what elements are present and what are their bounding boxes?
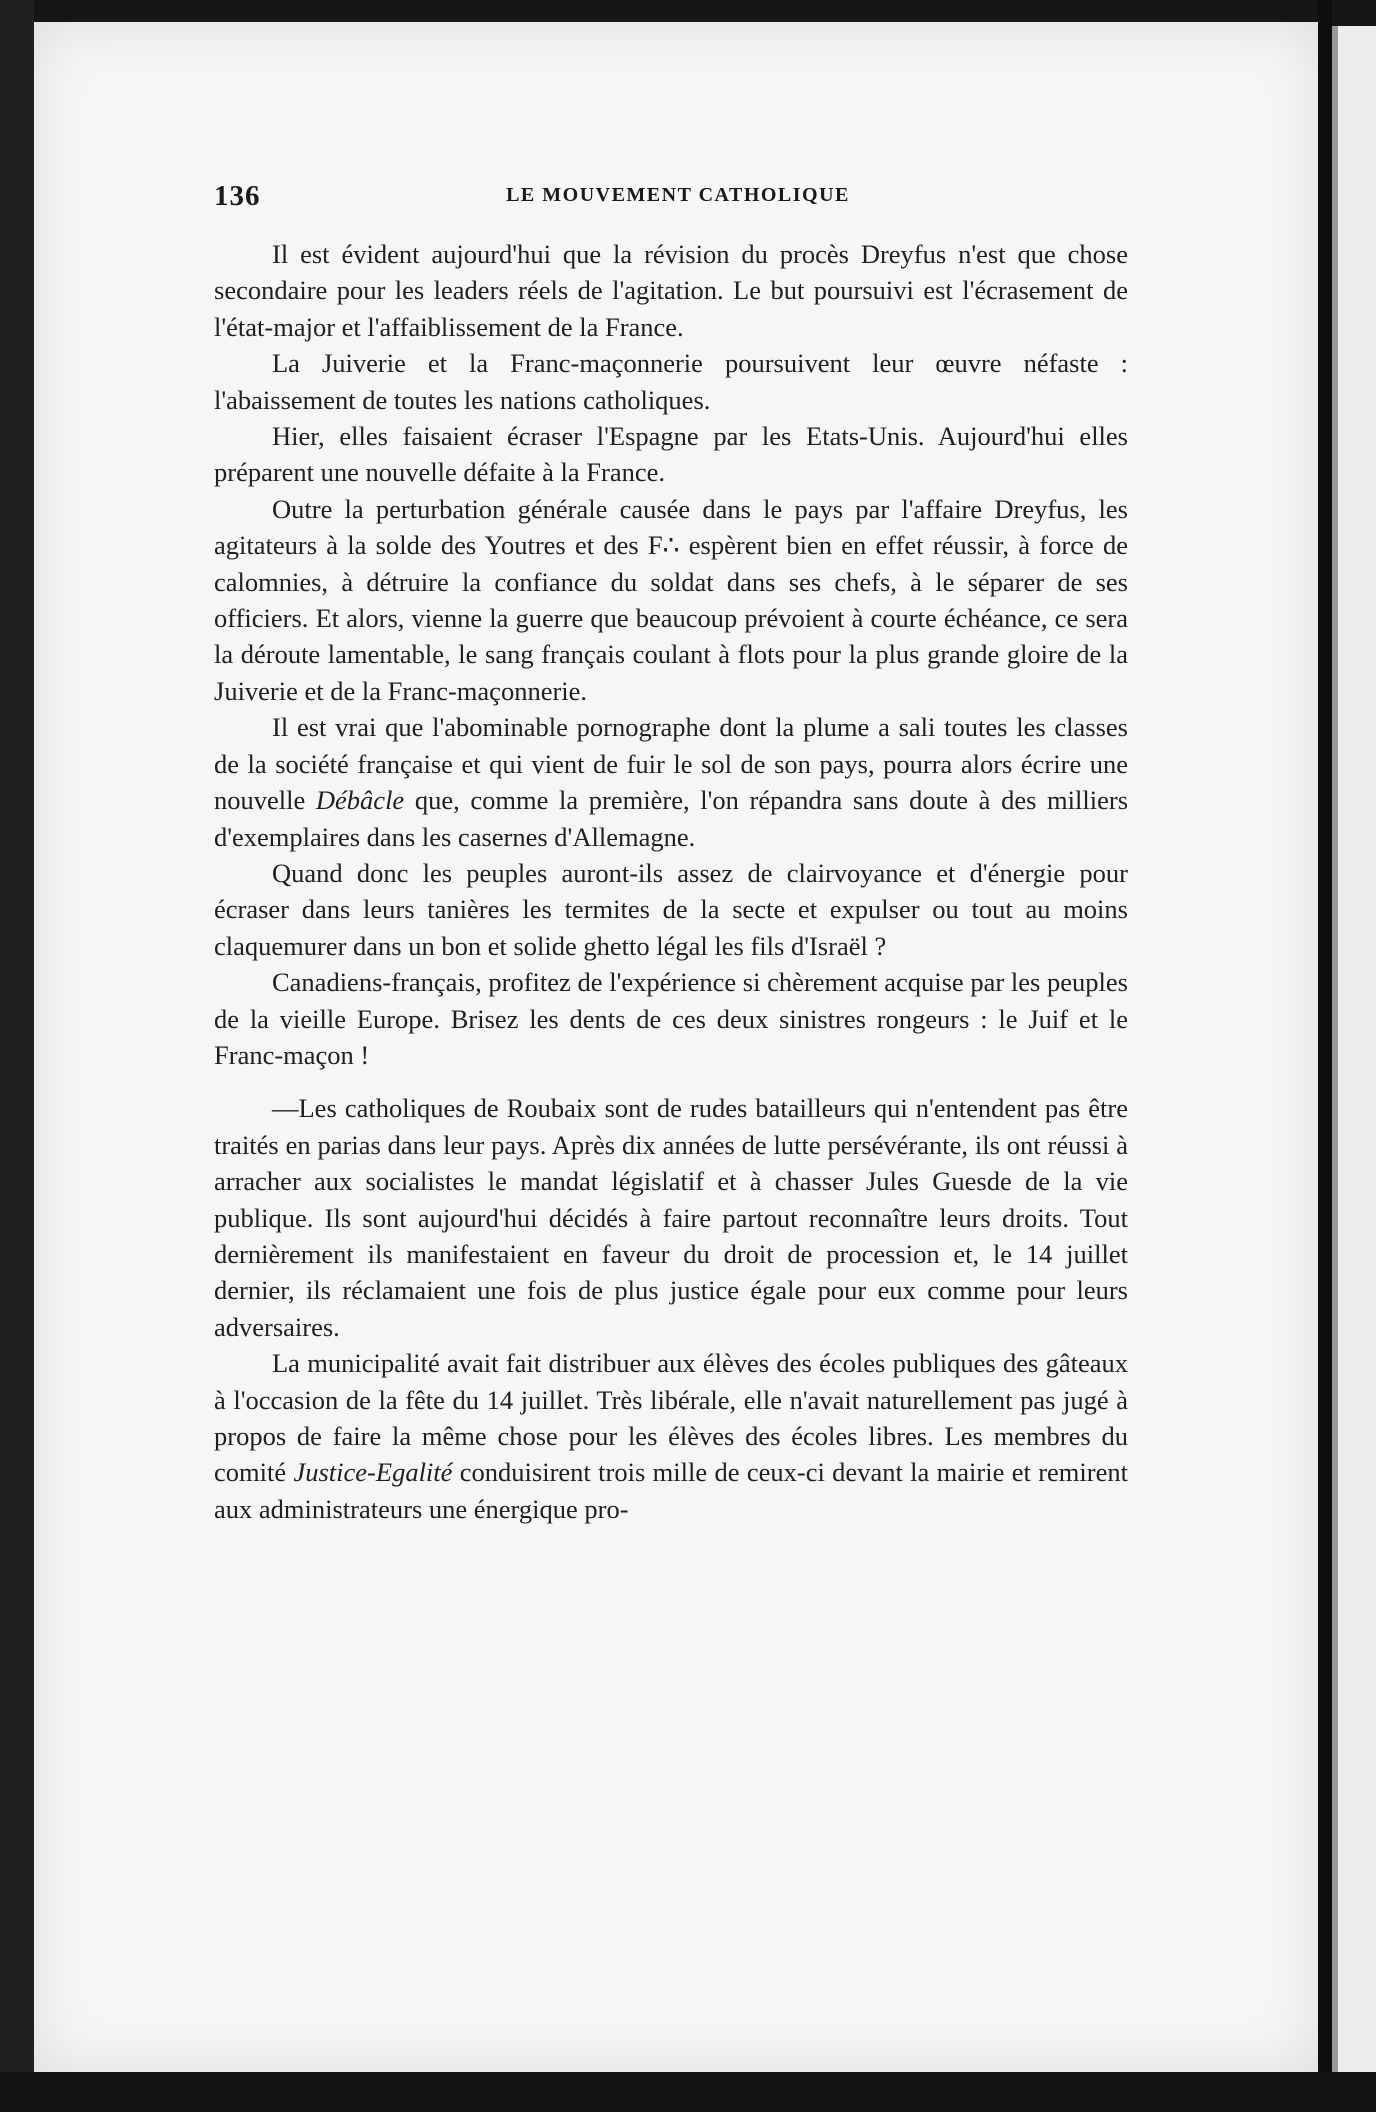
paragraph-text: —Les catholiques de Roubaix sont de rudes batailleurs qui n'entendent pas être traités en parias dans leur pays. Après dix années de lutte persévérante, ils ont réussi à arracher aux socialistes le mandat législatif et à chasser Jules Guesde de la vie publique. Ils sont aujourd'hui décidés à faire partout reconnaître leurs droits. Tout dernièrement ils manifestaient en faveur du droit de procession et, le 14 juillet dernier, ils réclamaient une fois de plus justice égale pour eux comme pour leurs adversaires. bbox=[214, 1093, 1128, 1342]
paragraph-text: que, comme la première, l'on répandra sans doute à des milliers d'exemplaires dans les casernes d'Allemagne. bbox=[214, 785, 1129, 852]
italic-title: Débâcle bbox=[315, 785, 405, 816]
paragraph-text: Hier, elles faisaient écraser l'Espagne par les Etats-Unis. Aujourd'hui elles préparent une nouvelle défaite à la France. bbox=[214, 421, 1128, 488]
paragraph bbox=[214, 1345, 1128, 1527]
paragraph-text: Il est évident aujourd'hui que la révision du procès Dreyfus n'est que chose secondaire pour les leaders réels de l'agitation. Le but poursuivi est l'écrasement de l'état-major et l'affaiblissement de la France. bbox=[214, 239, 1128, 342]
paragraph bbox=[214, 709, 1128, 855]
page-edge-shadow bbox=[1318, 0, 1332, 2080]
paragraph bbox=[214, 418, 1128, 491]
running-head bbox=[214, 178, 1142, 218]
italic-title: Justice-Egalité bbox=[293, 1457, 453, 1488]
next-page-edge bbox=[1332, 26, 1376, 2082]
paragraph-text: La Juiverie et la Franc-maçonnerie poursuivent leur œuvre néfaste : l'abaissement de toutes les nations catholiques. bbox=[214, 348, 1128, 415]
paragraph bbox=[214, 236, 1128, 345]
paragraph-text: La municipalité avait fait distribuer aux élèves des écoles publiques des gâteaux à l'occasion de la fête du 14 juillet. Très libérale, elle n'avait naturellement pas jugé à propos de faire la même chose pour les élèves des écoles libres. Les membres du comité bbox=[214, 1348, 1128, 1488]
next-page-edge-shadow bbox=[1332, 26, 1338, 2082]
running-title: LE MOUVEMENT CATHOLIQUE bbox=[506, 184, 850, 206]
paragraph-text: Quand donc les peuples auront-ils assez de clairvoyance et d'énergie pour écraser dans leurs tanières les termites de la secte et expulser ou tout au moins claquemurer dans un bon et solide ghetto légal les fils d'Israël ? bbox=[214, 857, 1128, 961]
paragraph bbox=[214, 491, 1128, 709]
scan-left-border bbox=[0, 0, 34, 2112]
scan-bottom-border bbox=[0, 2072, 1376, 2112]
paragraph-text: Canadiens-français, profitez de l'expérience si chèrement acquise par les peuples de la vieille Europe. Brisez les dents de ces deux sinistres rongeurs : le Juif et le Franc-maçon ! bbox=[214, 967, 1128, 1070]
paragraph bbox=[214, 1090, 1128, 1345]
paragraph bbox=[214, 855, 1128, 964]
body-text bbox=[214, 236, 1128, 1527]
paragraph-text: conduisirent trois mille de ceux-ci devant la mairie et remirent aux administrateurs une énergique pro- bbox=[214, 1457, 1128, 1524]
paragraph bbox=[214, 345, 1128, 418]
paragraph-text: Il est vrai que l'abominable pornographe dont la plume a sali toutes les classes de la société française et qui vient de fuir le sol de son pays, pourra alors écrire une nouvelle bbox=[214, 712, 1128, 816]
paragraph bbox=[214, 964, 1128, 1073]
paragraph-text: Outre la perturbation générale causée dans le pays par l'affaire Dreyfus, les agitateurs à la solde des Youtres et des F∴ espèrent bien en effet réussir, à force de calomnies, à détruire la confiance du soldat dans ses chefs, à le séparer de ses officiers. Et alors, vienne la guerre que beaucoup prévoient à courte échéance, ce sera la déroute lamentable, le sang français coulant à flots pour la plus grande gloire de la Juiverie et de la Franc-maçonnerie. bbox=[214, 493, 1128, 706]
page-number: 136 bbox=[214, 180, 261, 212]
